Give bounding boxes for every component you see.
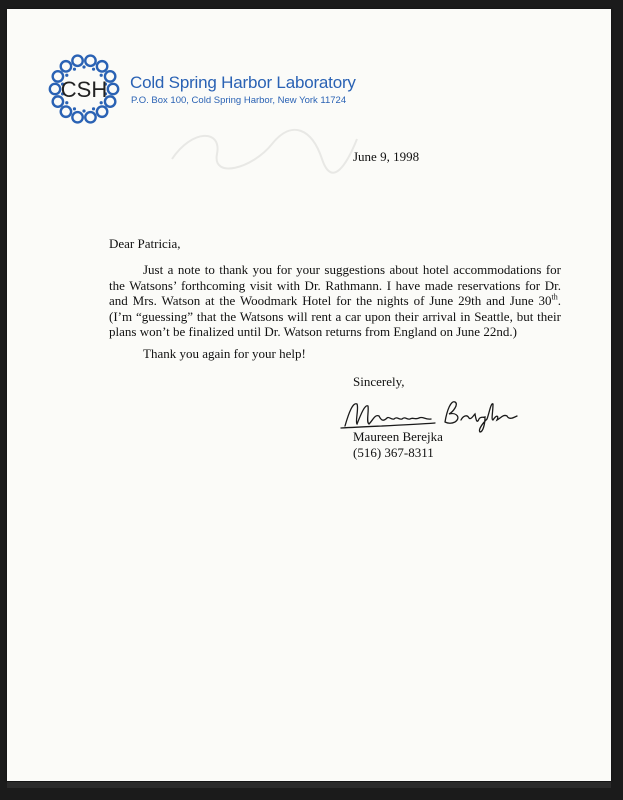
logo-bead xyxy=(85,56,95,66)
logo-bead xyxy=(97,106,107,116)
logo-dot xyxy=(73,107,76,110)
body-text-1: Just a note to thank you for your suggestions about hotel accommodations for the Watsons’ forthcoming visit with Dr. Rathmann. I have made reservations for Dr. and Mrs. Watson at the Woodmark Hotel for the nights of June 29th and June 30 xyxy=(109,262,561,308)
logo-dot xyxy=(82,65,85,68)
valediction: Sincerely, xyxy=(353,374,405,389)
logo-dot xyxy=(92,107,95,110)
signer-name: Maureen Berejka xyxy=(353,429,443,444)
organization-name: Cold Spring Harbor Laboratory xyxy=(130,73,356,92)
logo-bead xyxy=(61,61,71,71)
logo-dot xyxy=(73,68,76,71)
closing-thanks: Thank you again for your help! xyxy=(143,346,306,361)
body-text-2: . (I’m “guessing” that the Watsons will rent a car upon their arrival in Seattle, but their plans won’t be finalized until Dr. Watson returns from England on June 22nd.) xyxy=(109,293,561,339)
logo-dot xyxy=(92,68,95,71)
logo-bead xyxy=(72,112,82,122)
logo-bead xyxy=(50,84,60,94)
logo-bead xyxy=(97,61,107,71)
logo-bead xyxy=(108,84,118,94)
handwritten-signature xyxy=(339,392,529,434)
body-paragraph xyxy=(109,262,561,340)
ordinal-superscript: th xyxy=(551,292,558,302)
organization-address: P.O. Box 100, Cold Spring Harbor, New York 11724 xyxy=(131,95,347,106)
letter-page xyxy=(7,9,611,781)
scan-bottom-edge xyxy=(7,782,611,788)
csh-logo-icon xyxy=(44,49,124,129)
logo-bead xyxy=(61,106,71,116)
watermark-scribble xyxy=(162,119,362,179)
letter-date: June 9, 1998 xyxy=(353,149,420,164)
salutation: Dear Patricia, xyxy=(109,236,181,251)
signer-phone: (516) 367-8311 xyxy=(353,445,434,460)
logo-dot xyxy=(82,109,85,112)
logo-bead xyxy=(85,112,95,122)
logo-bead xyxy=(72,56,82,66)
logo-lettering: CSH xyxy=(60,77,108,102)
